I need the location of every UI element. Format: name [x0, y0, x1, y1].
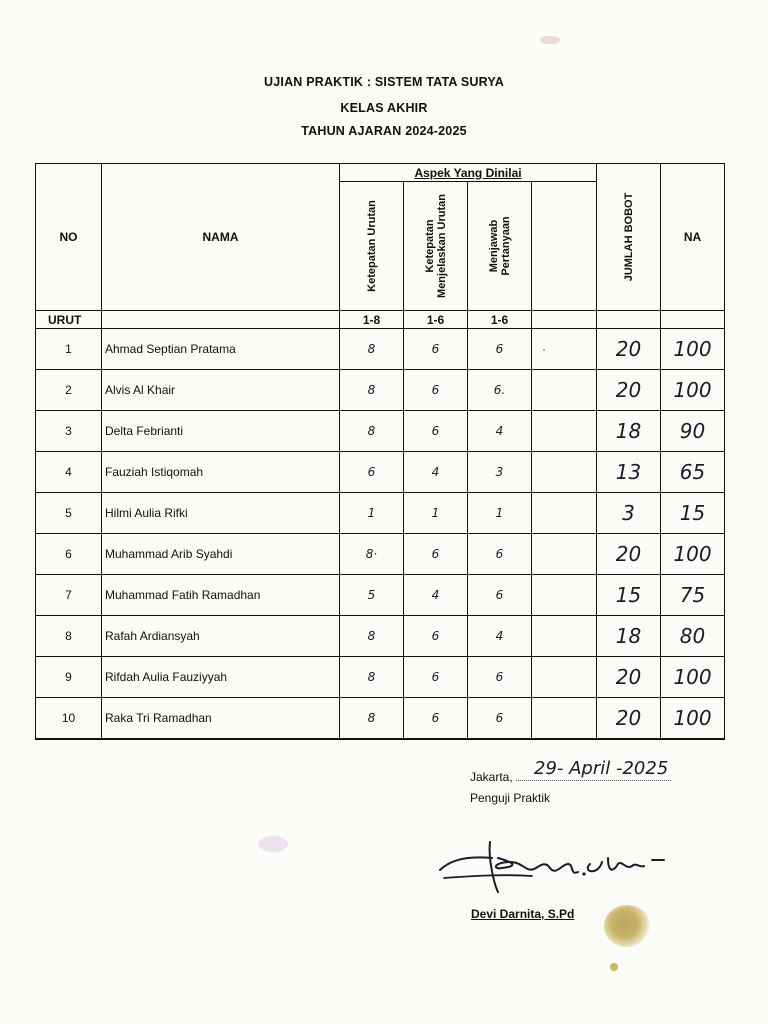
header-na: NA [661, 164, 725, 311]
jumlah-bobot: 20 [597, 370, 661, 411]
score-aspek-1: 6 [340, 452, 404, 493]
paper-speck [540, 36, 560, 44]
student-name: Muhammad Fatih Ramadhan [102, 575, 340, 616]
score-aspek-2: 4 [404, 452, 468, 493]
score-aspek-3: 3 [468, 452, 532, 493]
score-aspek-1: 8 [340, 698, 404, 740]
nilai-akhir: 65 [661, 452, 725, 493]
nilai-akhir: 90 [661, 411, 725, 452]
score-aspek-4 [532, 452, 597, 493]
score-aspek-4 [532, 370, 597, 411]
jumlah-range-blank [597, 311, 661, 329]
score-aspek-3: 6 [468, 575, 532, 616]
score-aspek-2: 6 [404, 370, 468, 411]
score-aspek-2: 6 [404, 657, 468, 698]
range-1: 1-8 [340, 311, 404, 329]
row-no: 7 [36, 575, 102, 616]
signature-icon [432, 818, 672, 898]
score-aspek-4 [532, 493, 597, 534]
nilai-akhir: 75 [661, 575, 725, 616]
table-row [36, 698, 725, 740]
paper-speck [258, 836, 288, 852]
nilai-akhir: 100 [661, 698, 725, 740]
stain-mark [604, 905, 650, 947]
table-row [36, 370, 725, 411]
header-urut: URUT [36, 311, 102, 329]
score-aspek-4 [532, 698, 597, 740]
exam-title: UJIAN PRAKTIK : SISTEM TATA SURYA [264, 75, 504, 89]
score-aspek-2: 6 [404, 329, 468, 370]
nilai-akhir: 100 [661, 329, 725, 370]
row-no: 9 [36, 657, 102, 698]
jumlah-bobot: 15 [597, 575, 661, 616]
score-aspek-4: · [532, 329, 597, 370]
header-no: NO [36, 164, 102, 311]
examiner-role: Penguji Praktik [470, 791, 551, 805]
jumlah-bobot-label: JUMLAH BOBOT [622, 192, 635, 282]
aspek-label-3: Menjawab Pertanyaan [487, 216, 512, 276]
row-no: 1 [36, 329, 102, 370]
table-row [36, 329, 725, 370]
score-aspek-4 [532, 657, 597, 698]
paper-speck [610, 963, 618, 971]
table-row [36, 657, 725, 698]
score-aspek-3: 6. [468, 370, 532, 411]
range-3: 1-6 [468, 311, 532, 329]
score-aspek-1: 8 [340, 411, 404, 452]
student-name: Fauziah Istiqomah [102, 452, 340, 493]
row-no: 3 [36, 411, 102, 452]
table-row [36, 575, 725, 616]
signer-name: Devi Darnita, S.Pd [471, 907, 575, 921]
score-aspek-2: 1 [404, 493, 468, 534]
score-aspek-1: 8 [340, 370, 404, 411]
jumlah-bobot: 18 [597, 616, 661, 657]
na-range-blank [661, 311, 725, 329]
score-aspek-3: 1 [468, 493, 532, 534]
score-aspek-4 [532, 534, 597, 575]
score-aspek-3: 4 [468, 411, 532, 452]
jumlah-bobot: 18 [597, 411, 661, 452]
jumlah-bobot: 20 [597, 534, 661, 575]
row-no: 8 [36, 616, 102, 657]
date-dotted-line [516, 780, 671, 781]
table-row [36, 616, 725, 657]
student-name: Rafah Ardiansyah [102, 616, 340, 657]
score-aspek-3: 6 [468, 698, 532, 740]
row-no: 10 [36, 698, 102, 740]
aspek-header-2 [404, 182, 468, 311]
handwritten-date: 29- April -2025 [534, 758, 669, 779]
nilai-akhir: 100 [661, 370, 725, 411]
score-aspek-1: 8 [340, 329, 404, 370]
class-title: KELAS AKHIR [340, 101, 428, 115]
table-row [36, 534, 725, 575]
nilai-akhir: 80 [661, 616, 725, 657]
row-no: 5 [36, 493, 102, 534]
score-table [35, 163, 725, 740]
score-aspek-3: 6 [468, 534, 532, 575]
aspek-label-1: Ketepatan Urutan [365, 200, 378, 292]
aspek-header-1 [340, 182, 404, 311]
signature [432, 818, 672, 903]
aspek-header-4 [532, 182, 597, 311]
score-aspek-2: 4 [404, 575, 468, 616]
table-row [36, 493, 725, 534]
range-4 [532, 311, 597, 329]
score-aspek-1: 8 [340, 657, 404, 698]
aspek-label-2: Ketepatan Menjelaskan Urutan [423, 194, 448, 298]
student-name: Raka Tri Ramadhan [102, 698, 340, 740]
score-aspek-3: 6 [468, 657, 532, 698]
nilai-akhir: 15 [661, 493, 725, 534]
score-aspek-1: 5 [340, 575, 404, 616]
place-label: Jakarta, [470, 770, 513, 784]
score-aspek-2: 6 [404, 698, 468, 740]
aspek-title: Aspek Yang Dinilai [340, 164, 597, 182]
header-jumlah-bobot [597, 164, 661, 311]
score-aspek-3: 4 [468, 616, 532, 657]
score-aspek-4 [532, 411, 597, 452]
row-no: 6 [36, 534, 102, 575]
score-aspek-1: 8· [340, 534, 404, 575]
score-aspek-4 [532, 616, 597, 657]
nilai-akhir: 100 [661, 534, 725, 575]
row-no: 2 [36, 370, 102, 411]
jumlah-bobot: 20 [597, 657, 661, 698]
row-no: 4 [36, 452, 102, 493]
student-name: Hilmi Aulia Rifki [102, 493, 340, 534]
score-aspek-2: 6 [404, 411, 468, 452]
academic-year: TAHUN AJARAN 2024-2025 [301, 124, 467, 138]
header-nama: NAMA [102, 164, 340, 311]
jumlah-bobot: 20 [597, 329, 661, 370]
score-aspek-3: 6 [468, 329, 532, 370]
range-2: 1-6 [404, 311, 468, 329]
student-name: Muhammad Arib Syahdi [102, 534, 340, 575]
score-aspek-1: 8 [340, 616, 404, 657]
score-aspek-2: 6 [404, 534, 468, 575]
student-name: Rifdah Aulia Fauziyyah [102, 657, 340, 698]
nilai-akhir: 100 [661, 657, 725, 698]
jumlah-bobot: 3 [597, 493, 661, 534]
table-row [36, 452, 725, 493]
aspek-header-3 [468, 182, 532, 311]
score-aspek-2: 6 [404, 616, 468, 657]
nama-range-blank [102, 311, 340, 329]
student-name: Ahmad Septian Pratama [102, 329, 340, 370]
student-name: Alvis Al Khair [102, 370, 340, 411]
score-aspek-4 [532, 575, 597, 616]
jumlah-bobot: 13 [597, 452, 661, 493]
student-name: Delta Febrianti [102, 411, 340, 452]
jumlah-bobot: 20 [597, 698, 661, 740]
table-row [36, 411, 725, 452]
score-aspek-1: 1 [340, 493, 404, 534]
